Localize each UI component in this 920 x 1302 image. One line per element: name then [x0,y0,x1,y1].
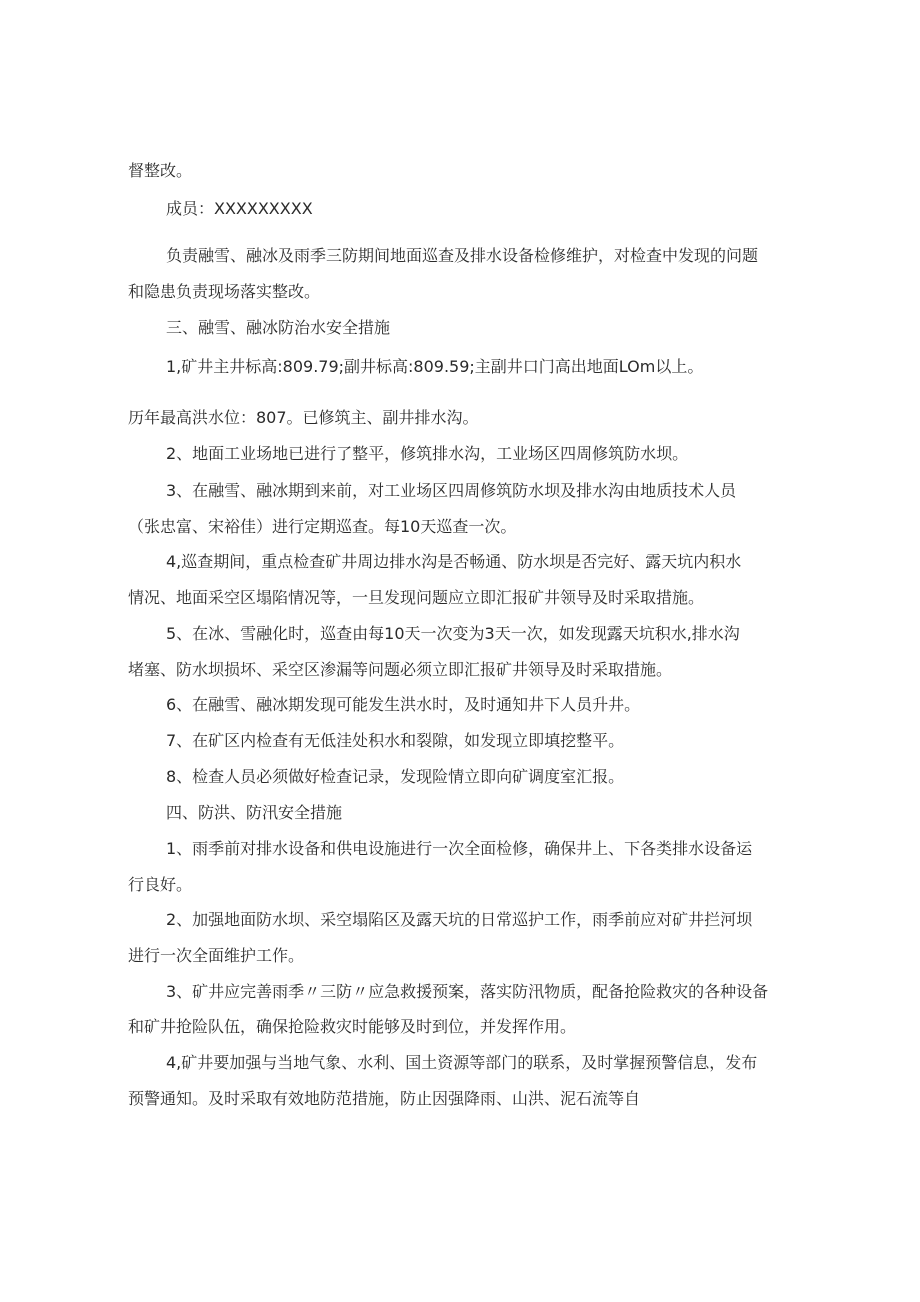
text-line: 4,矿井要加强与当地气象、水利、国土资源等部门的联系，及时掌握预警信息，发布 [166,1053,758,1072]
text-line: 3、矿井应完善雨季〃三防〃应急救援预案，落实防汛物质，配备抢险救灾的各种设备 [166,982,769,1001]
text-line: 8、检查人员必须做好检查记录，发现险情立即向矿调度室汇报。 [166,767,625,786]
text-line: 情况、地面采空区塌陷情况等，一旦发现问题应立即汇报矿井领导及时采取措施。 [128,588,705,607]
text-line: 1,矿井主井标高:809.79;副井标高:809.59;主副井口门高出地面LOm以上。 [166,357,704,376]
text-line: 3、在融雪、融冰期到来前，对工业场区四周修筑防水坝及排水沟由地质技术人员 [166,481,737,500]
text-line: 行良好。 [128,875,193,894]
text-line: 预警通知。及时采取有效地防范措施，防止因强降雨、山洪、泥石流等自 [128,1089,641,1108]
text-line: 负责融雪、融冰及雨季三防期间地面巡查及排水设备检修维护，对检查中发现的问题 [166,246,759,265]
member-line: 成员：XXXXXXXXX [166,199,313,218]
text-line: 历年最高洪水位：807。已修筑主、副井排水沟。 [128,408,479,427]
text-line: 2、地面工业场地已进行了整平，修筑排水沟，工业场区四周修筑防水坝。 [166,444,689,463]
text-line: 7、在矿区内检查有无低洼处积水和裂隙，如发现立即填挖整平。 [166,731,625,750]
text-line: 督整改。 [128,161,193,180]
text-line: 1、雨季前对排水设备和供电设施进行一次全面检修，确保井上、下各类排水设备运 [166,839,753,858]
text-line: 4,巡查期间，重点检查矿井周边排水沟是否畅通、防水坝是否完好、露天坑内积水 [166,552,742,571]
text-line: 和矿井抢险队伍，确保抢险救灾时能够及时到位，并发挥作用。 [128,1017,577,1036]
section-heading: 三、融雪、融冰防治水安全措施 [166,318,391,337]
text-line: 6、在融雪、融冰期发现可能发生洪水时，及时通知井下人员升井。 [166,695,641,714]
text-line: 和隐患负责现场落实整改。 [128,282,321,301]
text-line: （张忠富、宋裕佳）进行定期巡查。每10天巡查一次。 [128,517,517,536]
text-line: 进行一次全面维护工作。 [128,946,305,965]
text-line: 堵塞、防水坝损坏、采空区渗漏等问题必须立即汇报矿井领导及时采取措施。 [128,660,673,679]
text-line: 2、加强地面防水坝、采空塌陷区及露天坑的日常巡护工作，雨季前应对矿井拦河坝 [166,910,753,929]
section-heading: 四、防洪、防汛安全措施 [166,803,343,822]
text-line: 5、在冰、雪融化时，巡查由每10天一次变为3天一次，如发现露天坑积水,排水沟 [166,624,740,643]
